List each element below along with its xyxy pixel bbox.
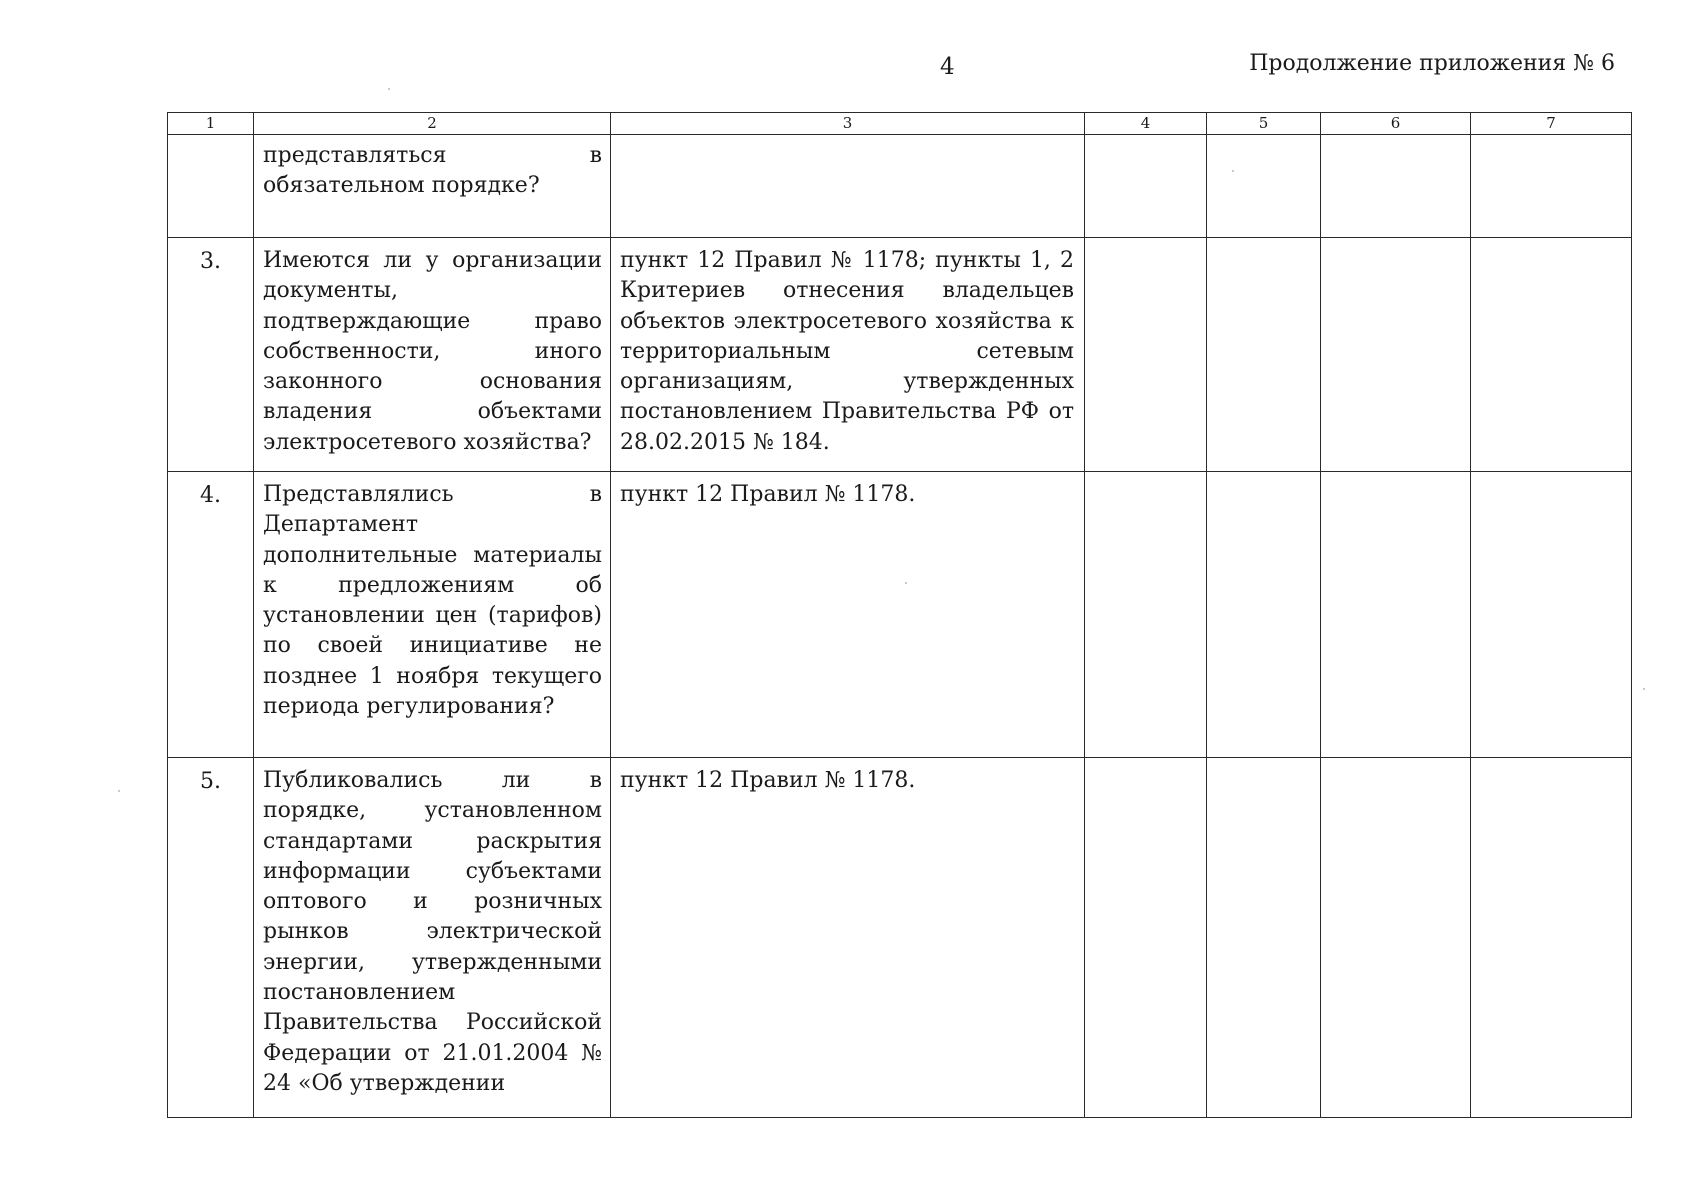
empty-cell (1085, 472, 1207, 758)
empty-cell (1471, 758, 1632, 1118)
empty-cell (1085, 135, 1207, 238)
empty-cell (1471, 472, 1632, 758)
column-header: 6 (1321, 113, 1471, 135)
scan-speck (1232, 170, 1234, 172)
reference-cell: пункт 12 Правил № 1178. (611, 758, 1085, 1118)
question-cell: Представлялись в Департамент дополнительные материалы к предложениям об установлении цен (тарифов) по своей инициативе не позднее 1 ноября текущего периода регулирования? (254, 472, 611, 758)
reference-cell: пункт 12 Правил № 1178. (611, 472, 1085, 758)
row-number: 3. (168, 238, 254, 472)
empty-cell (1321, 758, 1471, 1118)
column-header: 3 (611, 113, 1085, 135)
scan-speck (118, 790, 120, 792)
column-header: 2 (254, 113, 611, 135)
empty-cell (1207, 135, 1321, 238)
question-cell: Публиковались ли в порядке, установленном стандартами раскрытия информации субъектами оптового и розничных рынков электрической энергии, утвержденными постановлением Правительства Российской Федерации от 21.01.2004 № 24 «Об утверждении (254, 758, 611, 1118)
empty-cell (1085, 758, 1207, 1118)
empty-cell (1207, 758, 1321, 1118)
row-number: 4. (168, 472, 254, 758)
empty-cell (1471, 238, 1632, 472)
question-cell: представляться в обязательном порядке? (254, 135, 611, 238)
appendix-continuation-title: Продолжение приложения № 6 (1249, 51, 1615, 76)
scan-speck (388, 88, 390, 90)
table-row (168, 238, 1632, 472)
empty-cell (1321, 238, 1471, 472)
column-header: 1 (168, 113, 254, 135)
empty-cell (1321, 472, 1471, 758)
table-row (168, 758, 1632, 1118)
column-number-row (168, 113, 1632, 135)
empty-cell (1207, 472, 1321, 758)
empty-cell (1207, 238, 1321, 472)
reference-cell (611, 135, 1085, 238)
row-number (168, 135, 254, 238)
empty-cell (1085, 238, 1207, 472)
table-row (168, 135, 1632, 238)
inspection-table (167, 112, 1632, 1118)
scan-speck (1643, 688, 1645, 690)
column-header: 5 (1207, 113, 1321, 135)
column-header: 4 (1085, 113, 1207, 135)
scan-speck (905, 582, 907, 584)
question-cell: Имеются ли у организации документы, подтверждающие право собственности, иного законного основания владения объектами электросетевого хозяйства? (254, 238, 611, 472)
reference-cell: пункт 12 Правил № 1178; пункты 1, 2 Критериев отнесения владельцев объектов электросетевого хозяйства к территориальным сетевым организациям, утвержденных постановлением Правительства РФ от 28.02.2015 № 184. (611, 238, 1085, 472)
table-row (168, 472, 1632, 758)
empty-cell (1321, 135, 1471, 238)
column-header: 7 (1471, 113, 1632, 135)
empty-cell (1471, 135, 1632, 238)
row-number: 5. (168, 758, 254, 1118)
page-number: 4 (940, 54, 955, 80)
